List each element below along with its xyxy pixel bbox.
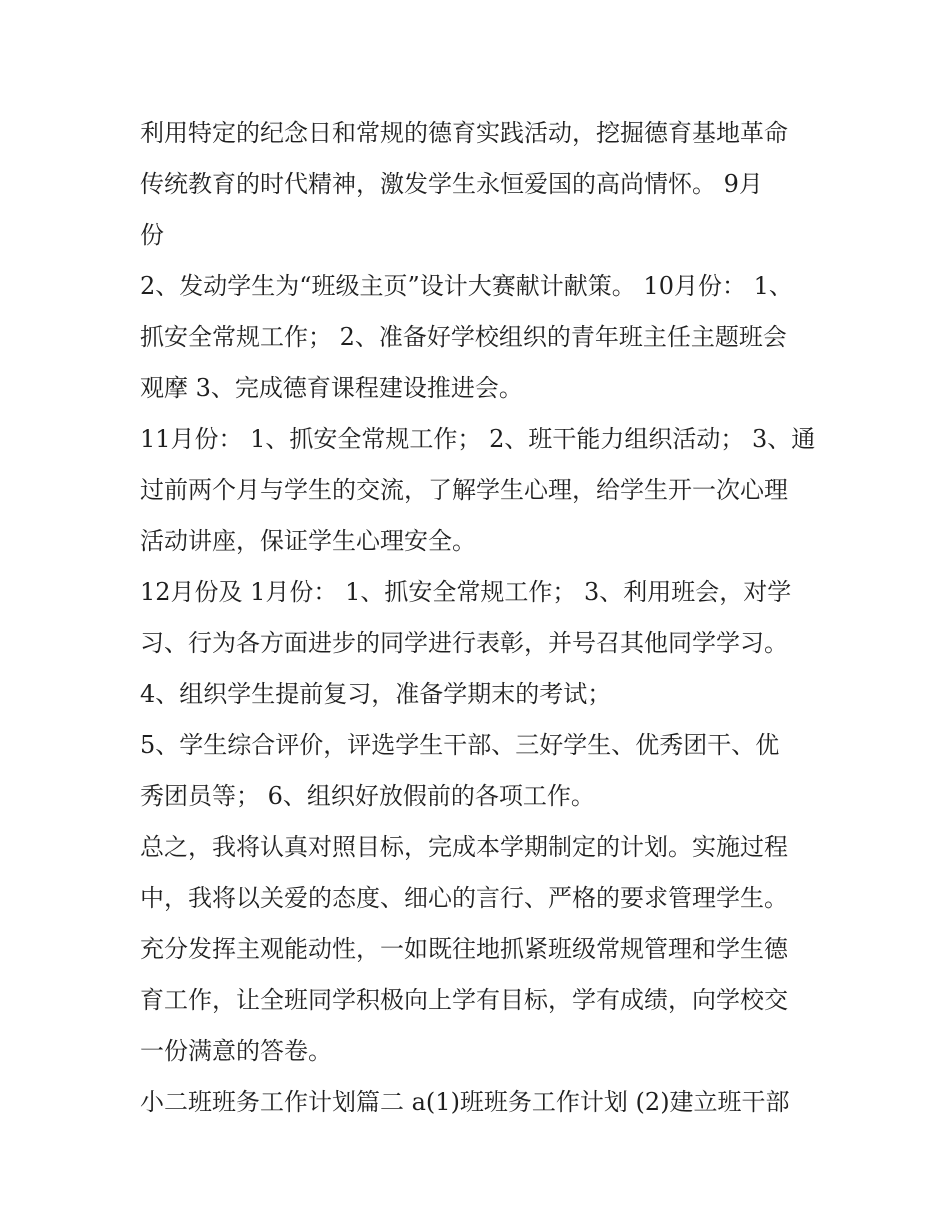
text-line: 11月份： 1、抓安全常规工作； 2、班干能力组织活动； 3、通 — [140, 425, 816, 453]
text-line: 小二班班务工作计划篇二 a(1)班班务工作计划 (2)建立班干部 — [140, 1088, 790, 1116]
text-line: 份 — [140, 221, 164, 249]
text-line: 秀团员等； 6、组织好放假前的各项工作。 — [140, 782, 595, 810]
text-line: 育工作，让全班同学积极向上学有目标，学有成绩，向学校交 — [140, 986, 788, 1014]
text-line: 5、学生综合评价，评选学生干部、三好学生、优秀团干、优 — [140, 731, 780, 759]
text-line: 过前两个月与学生的交流，了解学生心理，给学生开一次心理 — [140, 476, 788, 504]
text-line: 利用特定的纪念日和常规的德育实践活动，挖掘德育基地革命 — [140, 119, 788, 147]
text-line: 总之，我将认真对照目标，完成本学期制定的计划。实施过程 — [140, 833, 788, 861]
text-line: 4、组织学生提前复习，准备学期末的考试； — [140, 680, 612, 708]
text-line: 观摩 3、完成德育课程建设推进会。 — [140, 374, 523, 402]
text-line: 一份满意的答卷。 — [140, 1037, 332, 1065]
text-line: 2、发动学生为“班级主页”设计大赛献计献策。 10月份： 1、 — [140, 272, 793, 300]
document-body — [140, 108, 820, 1128]
text-line: 传统教育的时代精神，激发学生永恒爱国的高尚情怀。 9月 — [140, 170, 763, 198]
text-line: 抓安全常规工作； 2、准备好学校组织的青年班主任主题班会 — [140, 323, 787, 351]
text-line: 充分发挥主观能动性，一如既往地抓紧班级常规管理和学生德 — [140, 935, 788, 963]
text-line: 12月份及 1月份： 1、抓安全常规工作； 3、利用班会，对学 — [140, 578, 792, 606]
text-line: 习、行为各方面进步的同学进行表彰，并号召其他同学学习。 — [140, 629, 788, 657]
text-line: 活动讲座，保证学生心理安全。 — [140, 527, 476, 555]
text-line: 中，我将以关爱的态度、细心的言行、严格的要求管理学生。 — [140, 884, 788, 912]
